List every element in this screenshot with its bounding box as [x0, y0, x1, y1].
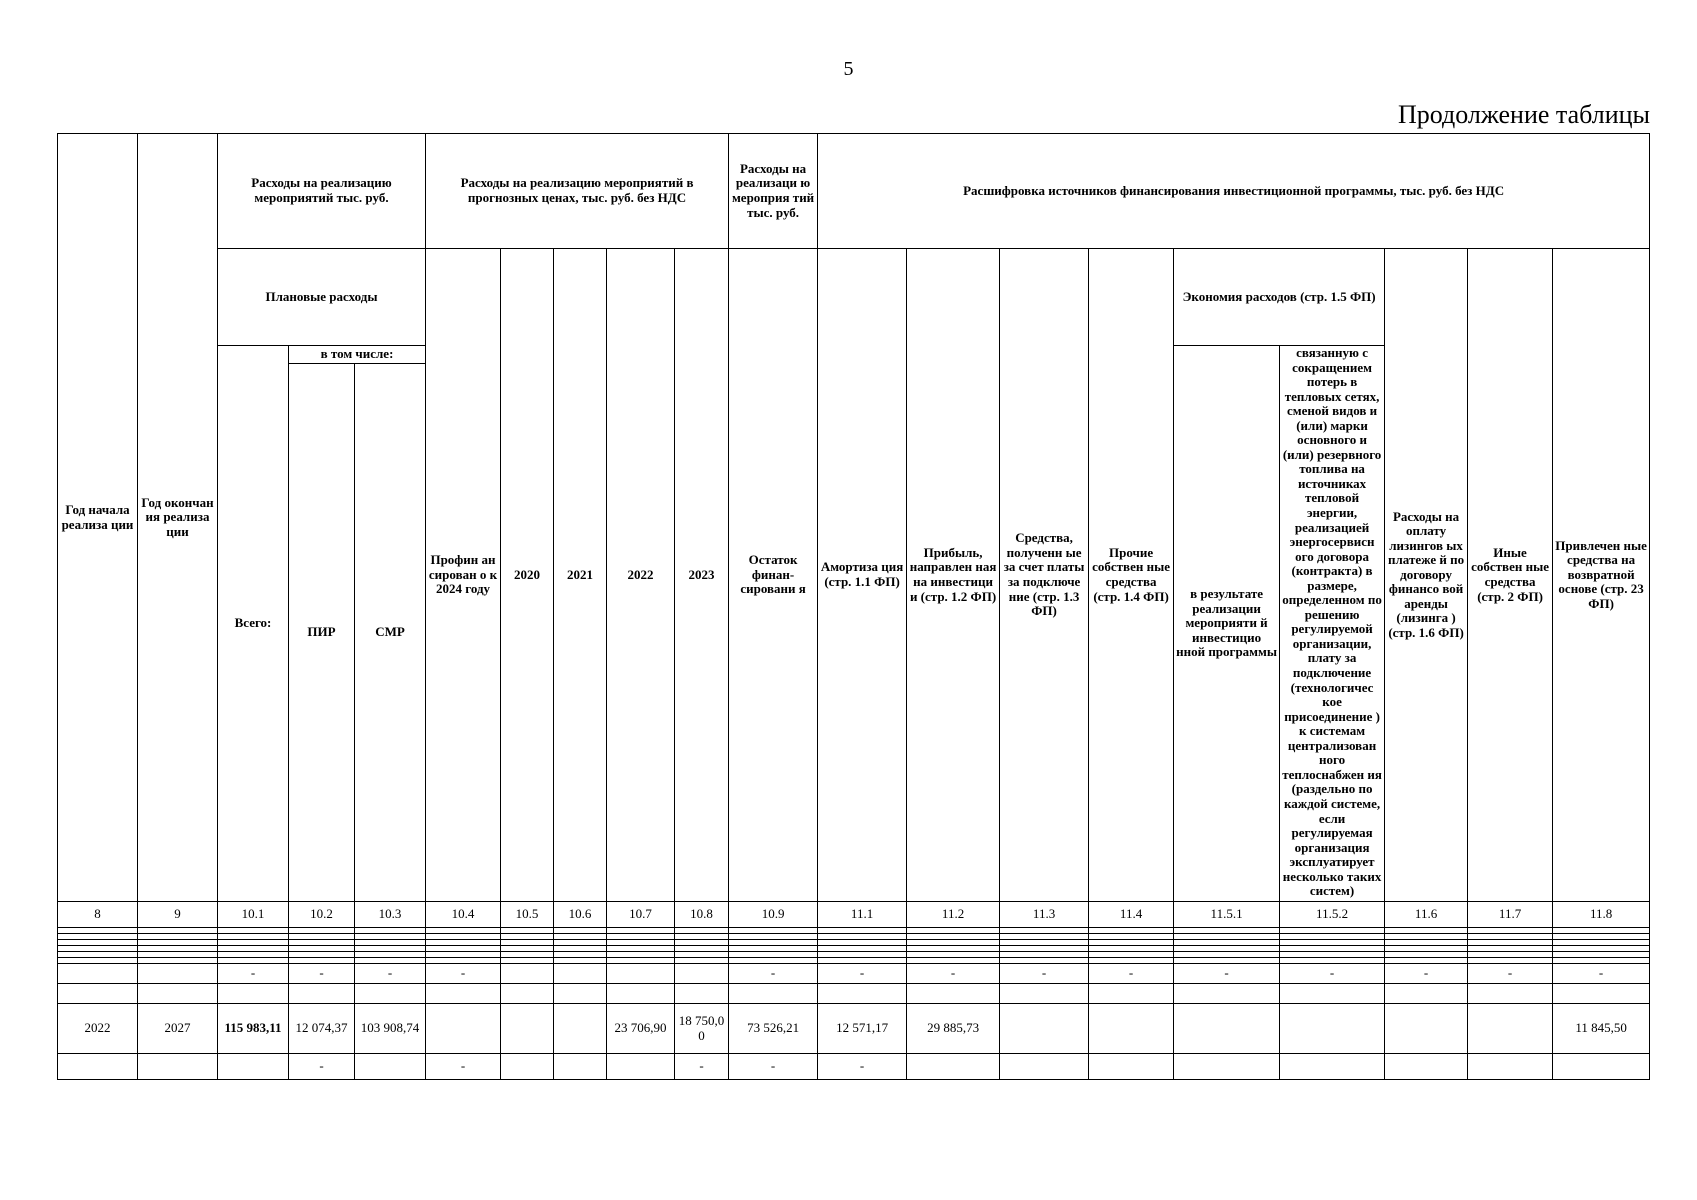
header-end-year: Год окончан ия реализа ции: [138, 134, 218, 902]
header-other-own-2: Иные собствен ные средства (стр. 2 ФП): [1468, 249, 1553, 902]
cell: [1385, 1054, 1468, 1080]
cell: [1553, 1054, 1650, 1080]
cell: 11 845,50: [1553, 1004, 1650, 1054]
cell: -: [818, 1054, 907, 1080]
cell: -: [907, 964, 1000, 984]
header-other-own: Прочие собствен ные средства (стр. 1.4 ФП): [1089, 249, 1174, 902]
header-2021: 2021: [554, 249, 607, 902]
cell: [607, 964, 675, 984]
header-total: Всего:: [218, 346, 289, 902]
cell: 2027: [138, 1004, 218, 1054]
dash-row: [58, 964, 1650, 984]
col-num: 11.5.2: [1280, 902, 1385, 928]
cell: [501, 1054, 554, 1080]
col-num: 9: [138, 902, 218, 928]
page-number: 5: [843, 58, 854, 80]
cell: [675, 964, 729, 984]
cell: 12 571,17: [818, 1004, 907, 1054]
cell: [1385, 1004, 1468, 1054]
header-economy: Экономия расходов (стр. 1.5 ФП): [1174, 249, 1385, 346]
cell: -: [675, 1054, 729, 1080]
header-connection-fee: Средства, полученн ые за счет платы за подключе ние (стр. 1.3 ФП): [1000, 249, 1089, 902]
col-num: 11.4: [1089, 902, 1174, 928]
cell: [1174, 1054, 1280, 1080]
cell: [1280, 1004, 1385, 1054]
header-attracted: Привлечен ные средства на возвратной основе (стр. 23 ФП): [1553, 249, 1650, 902]
data-row: [58, 1004, 1650, 1054]
header-profit: Прибыль, направлен ная на инвестици и (стр. 1.2 ФП): [907, 249, 1000, 902]
cell: [426, 1004, 501, 1054]
cell: -: [1089, 964, 1174, 984]
header-planned: Плановые расходы: [218, 249, 426, 346]
col-num: 11.7: [1468, 902, 1553, 928]
cell: [138, 1054, 218, 1080]
cell: 23 706,90: [607, 1004, 675, 1054]
header-2020: 2020: [501, 249, 554, 902]
col-num: 10.9: [729, 902, 818, 928]
cell: -: [426, 1054, 501, 1080]
header-costs-group: Расходы на реализацию мероприятий тыс. руб.: [218, 134, 426, 249]
cell: [355, 1054, 426, 1080]
header-including: в том числе:: [289, 346, 426, 364]
column-numbers-row: [58, 902, 1650, 928]
header-2022: 2022: [607, 249, 675, 902]
cell: [554, 1004, 607, 1054]
col-num: 10.2: [289, 902, 355, 928]
header-remainder: Остаток финан-сировани я: [729, 249, 818, 902]
header-economy-result: в результате реализации мероприяти й инвестицио нной программы: [1174, 346, 1280, 902]
cell: [1089, 1004, 1174, 1054]
cell: -: [1174, 964, 1280, 984]
cell: -: [426, 964, 501, 984]
cell: -: [218, 964, 289, 984]
cell: [501, 1004, 554, 1054]
col-num: 10.3: [355, 902, 426, 928]
cell: [554, 964, 607, 984]
cell: -: [355, 964, 426, 984]
header-pir: ПИР: [289, 364, 355, 902]
cell: [58, 1054, 138, 1080]
col-num: 11.6: [1385, 902, 1468, 928]
empty-row: [58, 984, 1650, 1004]
cell: [1280, 1054, 1385, 1080]
last-row: [58, 1054, 1650, 1080]
cell: 2022: [58, 1004, 138, 1054]
cell: [1468, 1004, 1553, 1054]
cell: -: [1468, 964, 1553, 984]
cell: -: [1280, 964, 1385, 984]
cell: -: [1000, 964, 1089, 984]
cell: [58, 964, 138, 984]
cell: -: [818, 964, 907, 984]
cell: [1000, 1004, 1089, 1054]
header-costs-small: Расходы на реализаци ю мероприя тий тыс. руб.: [729, 134, 818, 249]
col-num: 10.1: [218, 902, 289, 928]
header-forecast-group: Расходы на реализацию мероприятий в прогнозных ценах, тыс. руб. без НДС: [426, 134, 729, 249]
col-num: 11.1: [818, 902, 907, 928]
cell: [1174, 1004, 1280, 1054]
cell: 29 885,73: [907, 1004, 1000, 1054]
cell: [138, 964, 218, 984]
col-num: 10.6: [554, 902, 607, 928]
cell: -: [729, 964, 818, 984]
header-start-year: Год начала реализа ции: [58, 134, 138, 902]
cell: 73 526,21: [729, 1004, 818, 1054]
col-num: 11.2: [907, 902, 1000, 928]
cell: [607, 1054, 675, 1080]
cell: [1089, 1054, 1174, 1080]
header-funding-group: Расшифровка источников финансирования инвестиционной программы, тыс. руб. без НДС: [818, 134, 1650, 249]
cell: [218, 1054, 289, 1080]
cell-total: 115 983,11: [218, 1004, 289, 1054]
cell: 12 074,37: [289, 1004, 355, 1054]
cell: -: [1553, 964, 1650, 984]
cell: [1000, 1054, 1089, 1080]
cell: -: [289, 1054, 355, 1080]
col-num: 11.5.1: [1174, 902, 1280, 928]
header-leasing: Расходы на оплату лизингов ых платеже й по договору финансо вой аренды (лизинга ) (стр. 1.6 ФП): [1385, 249, 1468, 902]
col-num: 10.4: [426, 902, 501, 928]
header-prefinanced: Профин ан сирован о к 2024 году: [426, 249, 501, 902]
cell: -: [729, 1054, 818, 1080]
col-num: 10.7: [607, 902, 675, 928]
cell: -: [1385, 964, 1468, 984]
col-num: 8: [58, 902, 138, 928]
cell: [907, 1054, 1000, 1080]
cell: [501, 964, 554, 984]
continuation-title: Продолжение таблицы: [1398, 100, 1650, 129]
col-num: 10.5: [501, 902, 554, 928]
col-num: 10.8: [675, 902, 729, 928]
header-amortization: Амортиза ция (стр. 1.1 ФП): [818, 249, 907, 902]
cell: 103 908,74: [355, 1004, 426, 1054]
header-smr: СМР: [355, 364, 426, 902]
cell: [554, 1054, 607, 1080]
header-economy-related: связанную с сокращением потерь в тепловых сетях, сменой видов и (или) марки основного и (или) резервного топлива на источниках тепловой энергии, реализацией энергосервисн ого договора (контракта) в размере, определенном по решению регулируемой организации, плату за подключение (технологичес кое присоединение ) к системам централизован ного теплоснабжен ия (раздельно по каждой системе, если регулируемая организация эксплуатирует несколько таких систем): [1280, 346, 1385, 902]
col-num: 11.8: [1553, 902, 1650, 928]
cell: [1468, 1054, 1553, 1080]
cell: -: [289, 964, 355, 984]
col-num: 11.3: [1000, 902, 1089, 928]
cell: 18 750,0 0: [675, 1004, 729, 1054]
header-2023: 2023: [675, 249, 729, 902]
funding-table: [57, 133, 1650, 1080]
